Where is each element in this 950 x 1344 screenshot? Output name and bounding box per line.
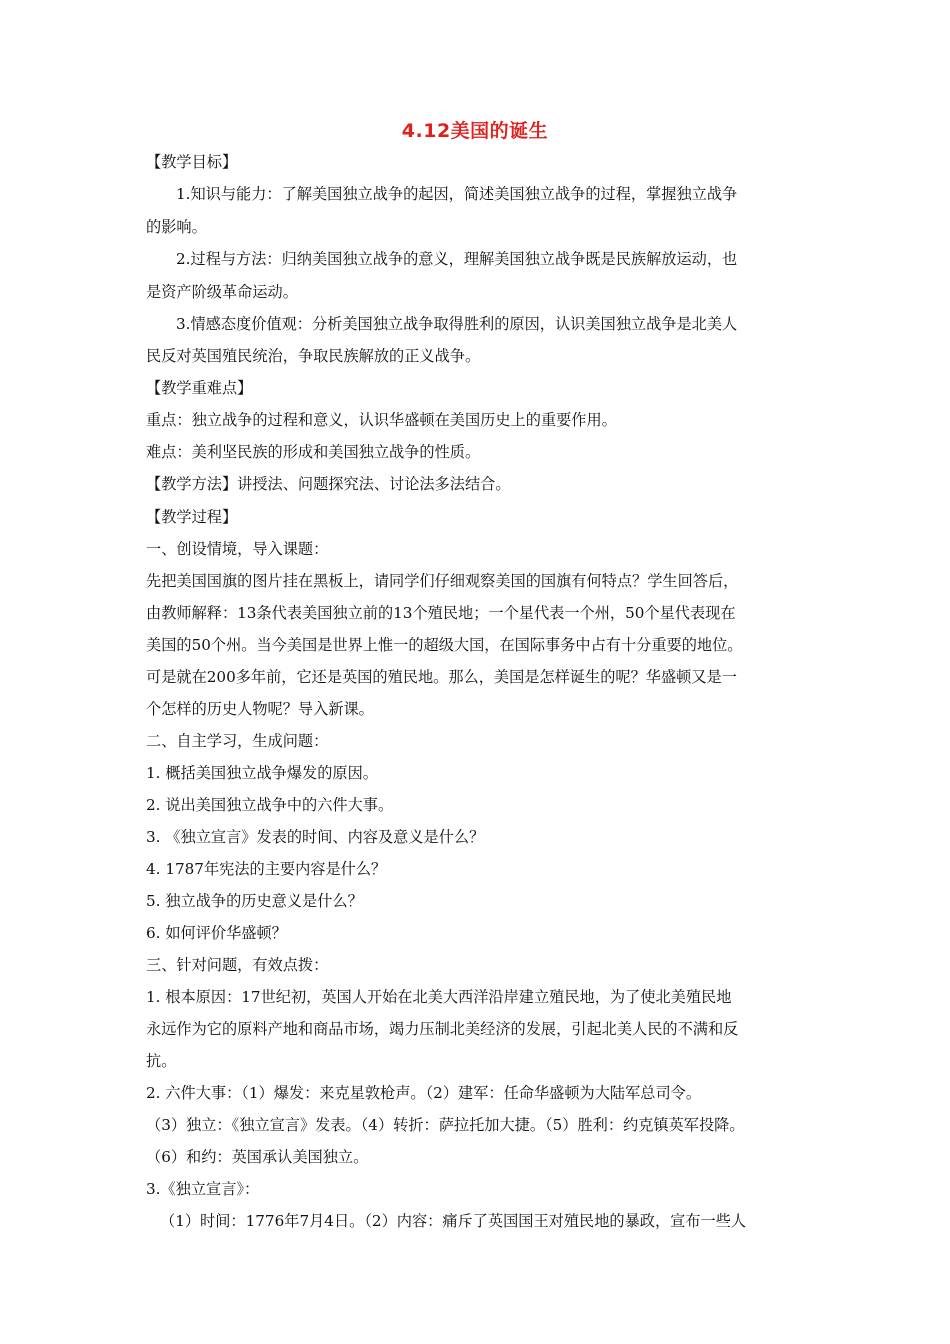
paragraph-line: 民反对英国殖民统治，争取民族解放的正义战争。 (146, 347, 481, 365)
list-item: 5. 独立战争的历史意义是什么？ (146, 892, 363, 910)
paragraph-line: 3.《独立宣言》： (146, 1180, 260, 1198)
subsection-heading: 一、创设情境，导入课题： (146, 540, 329, 558)
paragraph-line: 个怎样的历史人物呢？导入新课。 (146, 700, 374, 718)
paragraph-line: 难点：美利坚民族的形成和美国独立战争的性质。 (146, 443, 481, 461)
paragraph-line: 3.情感态度价值观：分析美国独立战争取得胜利的原因，认识美国独立战争是北美人 (176, 315, 738, 333)
paragraph-line: 1. 根本原因：17世纪初，英国人开始在北美大西洋沿岸建立殖民地，为了使北美殖民地 (146, 988, 732, 1006)
paragraph-line: 永远作为它的原料产地和商品市场，竭力压制北美经济的发展，引起北美人民的不满和反 (146, 1020, 739, 1038)
paragraph-line: 2.过程与方法：归纳美国独立战争的意义，理解美国独立战争既是民族解放运动，也 (176, 250, 738, 268)
list-item: 1. 概括美国独立战争爆发的原因。 (146, 764, 378, 782)
section-heading-process: 【教学过程】 (146, 508, 238, 526)
paragraph-line: （1）时间：1776年7月4日。（2）内容：痛斥了英国国王对殖民地的暴政，宣布一些人 (160, 1212, 747, 1230)
section-heading-key-points: 【教学重难点】 (146, 379, 253, 397)
paragraph-line: 抗。 (146, 1052, 177, 1070)
paragraph-line: 可是就在200多年前，它还是英国的殖民地。那么，美国是怎样诞生的呢？华盛顿又是一 (146, 668, 737, 686)
paragraph-line: 由教师解释：13条代表美国独立前的13个殖民地；一个星代表一个州，50个星代表现在 (146, 604, 736, 622)
paragraph-line: 重点：独立战争的过程和意义，认识华盛顿在美国历史上的重要作用。 (146, 411, 617, 429)
paragraph-line: 是资产阶级革命运动。 (146, 283, 298, 301)
paragraph-line: （3）独立：《独立宣言》发表。（4）转折：萨拉托加大捷。（5）胜利：约克镇英军投降。 (146, 1116, 745, 1134)
subsection-heading: 三、针对问题，有效点拨： (146, 956, 329, 974)
section-heading-objectives: 【教学目标】 (146, 153, 238, 171)
paragraph-line: （6）和约：英国承认美国独立。 (146, 1148, 369, 1166)
list-item: 2. 说出美国独立战争中的六件大事。 (146, 796, 394, 814)
paragraph-line: 1.知识与能力：了解美国独立战争的起因，简述美国独立战争的过程，掌握独立战争 (176, 185, 738, 203)
section-heading-methods: 【教学方法】讲授法、问题探究法、讨论法多法结合。 (146, 475, 511, 493)
subsection-heading: 二、自主学习，生成问题： (146, 732, 329, 750)
paragraph-line: 美国的50个州。当今美国是世界上惟一的超级大国，在国际事务中占有十分重要的地位。 (146, 636, 743, 654)
paragraph-line: 2. 六件大事：（1）爆发：来克星敦枪声。（2）建军：任命华盛顿为大陆军总司令。 (146, 1084, 702, 1102)
page-title: 4.12美国的诞生 (401, 120, 549, 142)
list-item: 6. 如何评价华盛顿？ (146, 924, 287, 942)
paragraph-line: 先把美国国旗的图片挂在黑板上，请同学们仔细观察美国的国旗有何特点？学生回答后， (146, 572, 739, 590)
paragraph-line: 的影响。 (146, 218, 207, 236)
list-item: 4. 1787年宪法的主要内容是什么？ (146, 860, 387, 878)
list-item: 3. 《独立宣言》发表的时间、内容及意义是什么？ (146, 828, 485, 846)
